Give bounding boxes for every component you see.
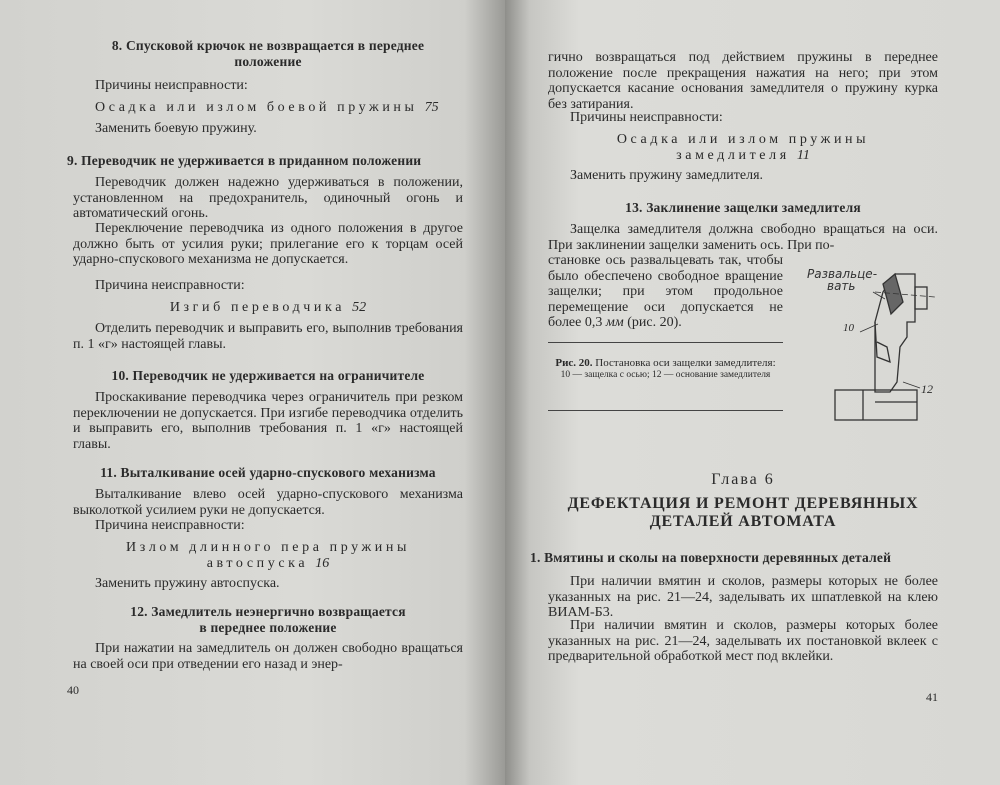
annotation-flare	[807, 268, 877, 292]
caption-title: Постановка оси защелки замедлителя:	[595, 357, 776, 369]
causes-label: Причины неисправности:	[570, 110, 723, 125]
chapter-title-line: ДЕТАЛЕЙ АВТОМАТА	[649, 513, 837, 530]
caption-items: 10 — защелка с осью; 12 — основание замедлителя	[560, 369, 771, 380]
section-11-heading: 11. Выталкивание осей ударно-спускового механизма	[100, 465, 436, 480]
cause: Излом длинного пера пружины	[125, 540, 410, 555]
heading-line: положение	[234, 53, 302, 69]
fix-text: Заменить пружину замедлителя.	[570, 168, 764, 183]
cause-text	[73, 100, 463, 116]
heading-line: в переднее положение	[199, 619, 337, 635]
text: (рис. 20).	[623, 315, 682, 331]
heading-line: 8. Спусковой крючок не возвращается в переднее	[111, 38, 425, 53]
paragraph: При наличии вмятин и сколов, размеры которых более указанных на рис. 21—24, заделывать их постановкой вклеек с предварительной обработкой мест под вклейки.	[548, 618, 938, 665]
cause: Осадка или излом пружины	[616, 132, 870, 147]
figure-20-drawing	[795, 262, 945, 422]
right-page	[505, 0, 1000, 785]
paragraph: гично возвращаться под действием пружины в переднее положение после прекращения нажатия на него; при этом допускается касание основания замедлителя о пружину курка без затирания.	[548, 50, 938, 112]
annotation-line: Развальце-	[807, 267, 878, 281]
divider	[548, 410, 783, 411]
cause-text	[73, 300, 463, 316]
page-number: 41	[926, 690, 938, 704]
paragraph: Проскакивание переводчика через ограничитель при резком переключении не допускается. При изгибе переводчика отделить и выправить его, выполнив требования п. 1 «г» настоящей главы.	[73, 390, 463, 452]
cause: Осадка или излом боевой пружины	[95, 100, 418, 115]
causes-label: Причина неисправности:	[95, 278, 245, 293]
cause: замедлителя	[676, 147, 790, 163]
chapter-title-line: ДЕФЕКТАЦИЯ И РЕМОНТ ДЕРЕВЯННЫХ	[567, 495, 919, 512]
chapter-title	[548, 495, 938, 531]
annotation-line: вать	[827, 279, 856, 293]
cause: автоспуска	[206, 555, 309, 571]
text: становке ось развальцевать так, чтобы было обеспечено свободное вращение защелки; при этом продольное перемещение оси допускается не более 0,3	[548, 253, 783, 331]
section-12-heading	[73, 604, 463, 635]
cause-text	[548, 132, 938, 163]
paragraph: Выталкивание влево осей ударно-спускового механизма выколоткой усилием руки не допускается.	[73, 487, 463, 518]
section-13-heading: 13. Заклинение защелки замедлителя	[625, 200, 861, 215]
paragraph: Отделить переводчик и выправить его, выполнив требования п. 1 «г» настоящей главы.	[73, 321, 463, 352]
section-9-heading: 9. Переводчик не удерживается в приданном положении	[67, 153, 422, 168]
cause-text	[73, 540, 463, 571]
paragraph: При нажатии на замедлитель он должен свободно вращаться на своей оси при отведении его назад и энер-	[73, 641, 463, 672]
paragraph: Защелка замедлителя должна свободно вращаться на оси. При заклинении защелки заменить ось. При по-	[548, 222, 938, 253]
page-number: 40	[67, 683, 79, 697]
part-ref: 11	[796, 147, 810, 163]
chapter-label: Глава 6	[711, 471, 775, 488]
figure-caption	[548, 358, 783, 381]
paragraph: При наличии вмятин и сколов, размеры которых не более указанных на рис. 21—24, заделывать их шпатлевкой на клею ВИАМ-Б3.	[548, 574, 938, 621]
part-ref: 16	[315, 555, 330, 571]
heading-line: 12. Замедлитель неэнергично возвращается	[130, 604, 406, 619]
causes-label: Причины неисправности:	[95, 78, 248, 93]
fix-text: Заменить пружину автоспуска.	[95, 576, 280, 591]
part-ref: 75	[424, 100, 439, 115]
causes-label: Причина неисправности:	[95, 518, 245, 533]
caption-label: Рис. 20.	[555, 357, 593, 369]
divider	[548, 342, 783, 343]
unit: мм	[605, 315, 624, 331]
section-10-heading: 10. Переводчик не удерживается на ограничителе	[111, 368, 425, 383]
label-10: 10	[843, 322, 854, 334]
label-12: 12	[921, 382, 933, 396]
fix-text: Заменить боевую пружину.	[95, 121, 257, 136]
paragraph: Переключение переводчика из одного положения в другое должно быть от усилия руки; прилегание его к торцам осей ударно-спускового механизма не допускается.	[73, 221, 463, 268]
section-8-heading	[73, 38, 463, 69]
part-ref: 52	[352, 300, 367, 315]
section-1-heading: 1. Вмятины и сколы на поверхности деревянных деталей	[530, 550, 892, 565]
paragraph	[548, 253, 783, 331]
paragraph: Переводчик должен надежно удерживаться в положении, установленном на предохранитель, одиночный огонь и автоматический огонь.	[73, 175, 463, 222]
cause: Изгиб переводчика	[169, 300, 346, 315]
